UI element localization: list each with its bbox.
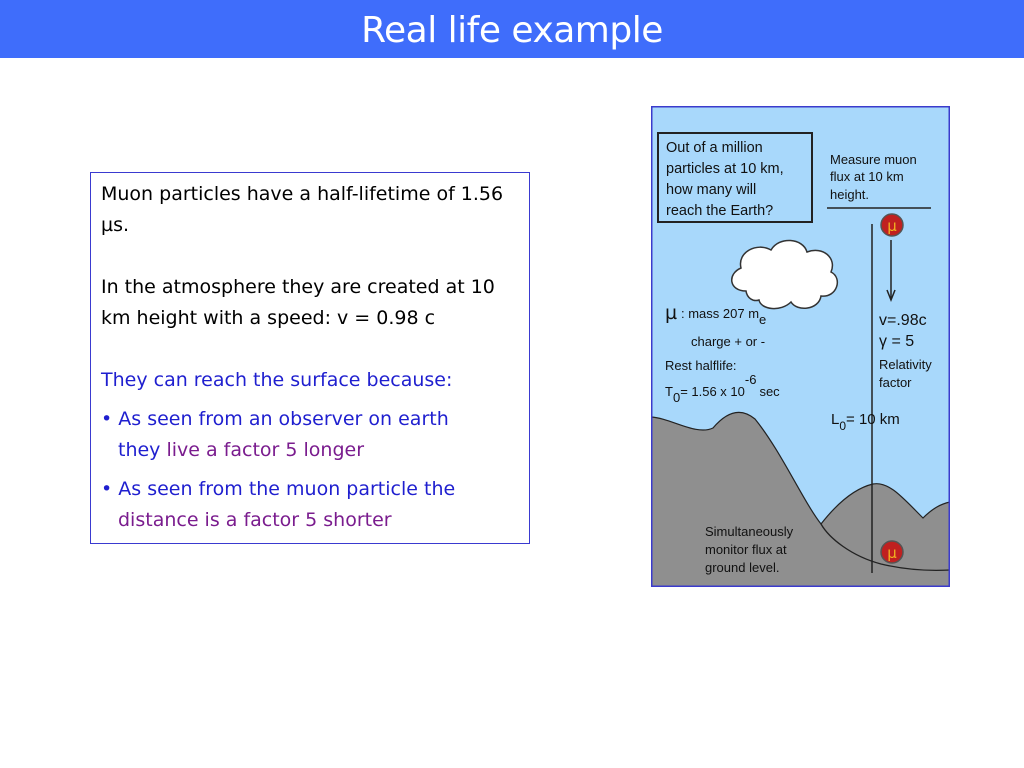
bullet-observer-factor: live a factor 5 longer <box>166 439 365 461</box>
bullet-muon <box>101 474 519 536</box>
bullet-muon-factor: distance is a factor 5 shorter <box>118 509 392 531</box>
question-line-1: Out of a million <box>666 140 763 156</box>
bullet-observer-they: they <box>118 439 167 461</box>
velocity-label: v=.98c <box>879 312 927 329</box>
muon-bottom-label: µ <box>887 544 897 562</box>
question-line-4: reach the Earth? <box>666 203 774 219</box>
content-textbox <box>90 172 530 544</box>
relativity-line-2: factor <box>879 375 912 390</box>
muon-top-label: µ <box>887 217 897 235</box>
l0-value: = 10 km <box>846 411 900 428</box>
question-line-3: how many will <box>666 182 757 198</box>
ground-line-1: Simultaneously <box>705 524 794 539</box>
measure-line-1: Measure muon <box>830 152 917 167</box>
measure-line-3: height. <box>830 187 870 202</box>
bullet-observer-lead: As seen from an observer on earth <box>118 408 449 430</box>
ground-line-2: monitor flux at <box>705 542 787 557</box>
t0-exponent: -6 <box>744 372 757 387</box>
l0-sub: 0 <box>839 419 847 433</box>
reason-heading: They can reach the surface because: <box>101 369 453 391</box>
charge-text: charge + or - <box>691 334 766 349</box>
bullet-marker: • <box>101 408 113 430</box>
t0-value: = 1.56 x 10 <box>680 384 745 399</box>
slide-title: Real life example <box>361 10 663 51</box>
gamma-label: γ = 5 <box>879 333 915 350</box>
mu-symbol: µ <box>665 302 678 324</box>
muon-diagram <box>651 106 950 587</box>
question-line-2: particles at 10 km, <box>666 161 784 177</box>
l0-symbol: L <box>831 411 840 428</box>
relativity-line-1: Relativity <box>879 357 932 372</box>
half-life-paragraph: Muon particles have a half-lifetime of 1.56 µs. <box>101 183 504 236</box>
bullet-muon-lead: As seen from the muon particle the <box>118 478 456 500</box>
t0-unit: sec <box>759 384 780 399</box>
bullet-marker: • <box>101 478 113 500</box>
atmosphere-paragraph: In the atmosphere they are created at 10 km height with a speed: v = 0.98 c <box>101 276 495 329</box>
mass-sub: e <box>759 312 767 327</box>
ground-line-3: ground level. <box>705 560 780 575</box>
measure-line-2: flux at 10 km <box>830 169 904 184</box>
bullet-observer <box>101 404 519 466</box>
rest-halflife: Rest halflife: <box>665 358 737 373</box>
t0-sub: 0 <box>672 390 681 405</box>
mass-text: : mass 207 m <box>681 306 760 321</box>
t0-symbol: T <box>665 384 673 399</box>
